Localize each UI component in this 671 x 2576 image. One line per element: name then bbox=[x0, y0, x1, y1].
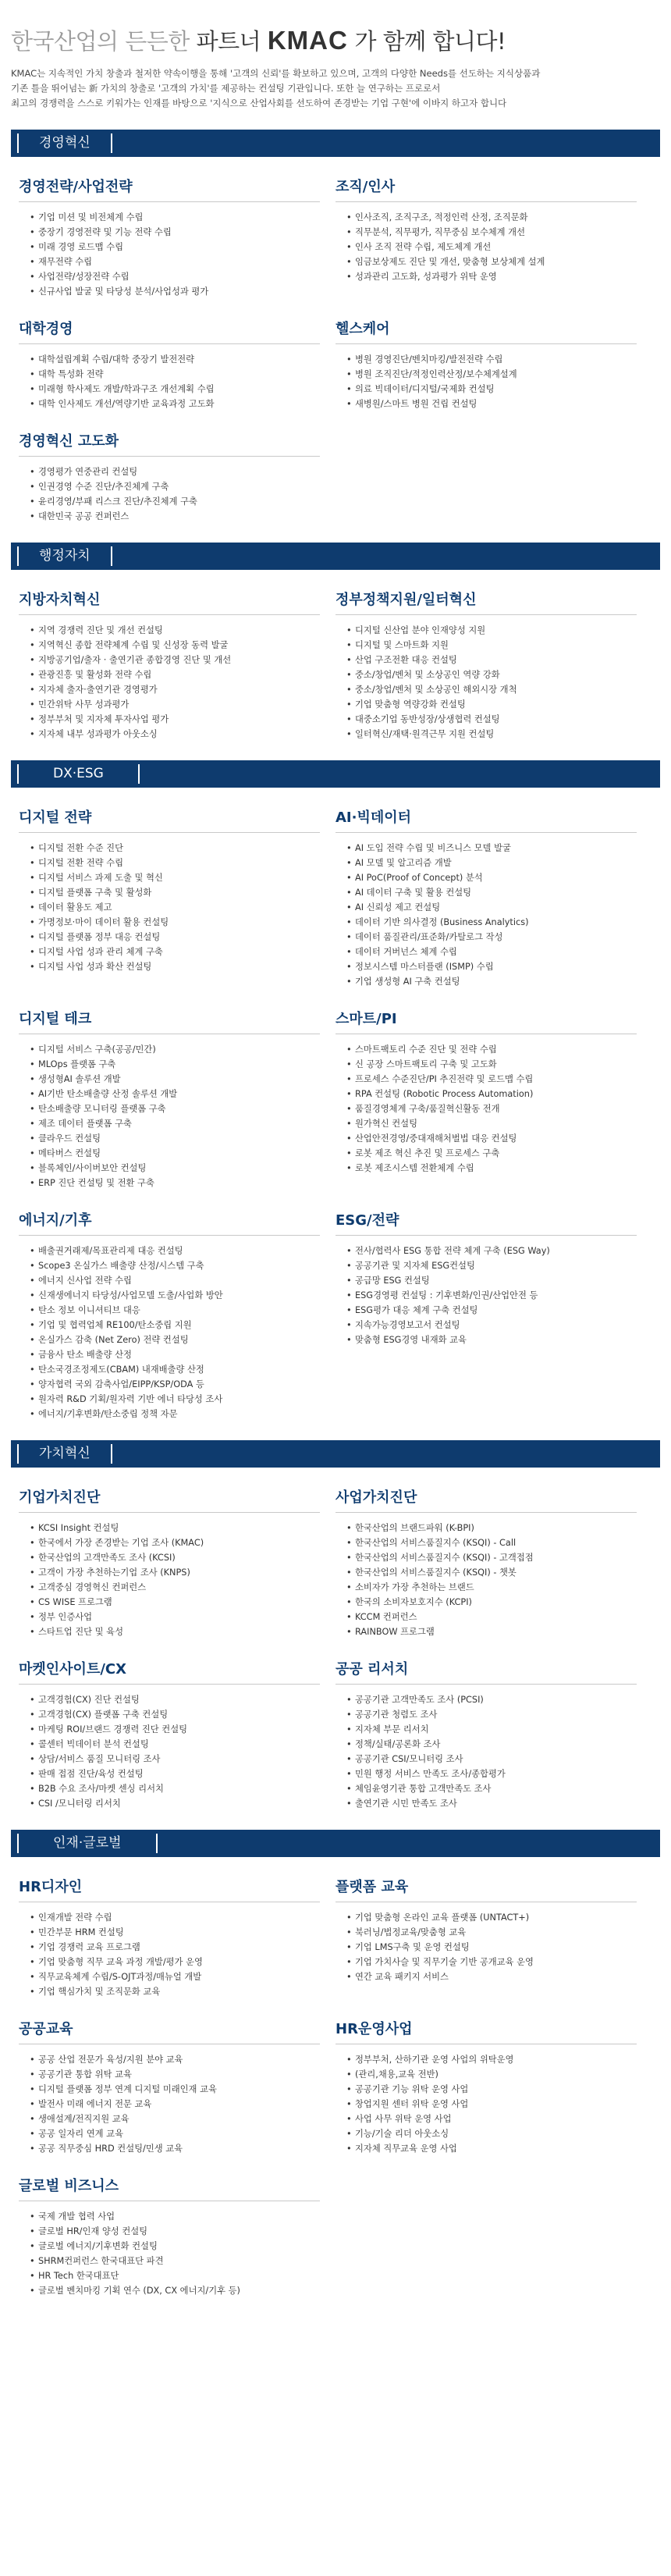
service-list-item: • 에너지 신사업 전략 수립 bbox=[30, 1273, 320, 1288]
service-list-item: • RAINBOW 프로그램 bbox=[346, 1624, 637, 1639]
service-list-item: • 디지털 전환 수준 진단 bbox=[30, 841, 320, 856]
service-list bbox=[19, 1521, 320, 1639]
service-block bbox=[19, 1209, 336, 1421]
service-block bbox=[336, 318, 652, 411]
service-list-item: • 디지털 사업 성과 관리 체계 구축 bbox=[30, 945, 320, 959]
hero-title bbox=[11, 23, 660, 59]
service-list-item: • 고객경험(CX) 진단 컨설팅 bbox=[30, 1692, 320, 1707]
service-list-item: • 데이터 활용도 제고 bbox=[30, 900, 320, 915]
service-list-item: • 디지털 서비스 구축(공공/민간) bbox=[30, 1042, 320, 1057]
service-list-item: • AI PoC(Proof of Concept) 분석 bbox=[346, 870, 637, 885]
service-list-item: • 글로벌 HR/인재 양성 컨설팅 bbox=[30, 2224, 320, 2239]
service-list-item: • 공공 직무중심 HRD 컨설팅/민생 교육 bbox=[30, 2141, 320, 2156]
service-list-item: • 직무교육체계 수립/S-OJT과정/매뉴얼 개발 bbox=[30, 1969, 320, 1984]
section-title: DX·ESG bbox=[17, 764, 140, 784]
service-list-item: • 한국산업의 서비스품질지수 (KSQI) - 고객접점 bbox=[346, 1550, 637, 1565]
service-list-item: • 인사조직, 조직구조, 적정인력 산정, 조직문화 bbox=[346, 210, 637, 225]
service-list-item: • 지자체 출자·출연기관 경영평가 bbox=[30, 682, 320, 697]
service-list-item: • 정부 인증사업 bbox=[30, 1610, 320, 1624]
service-list-item: • 디지털 전환 전략 수립 bbox=[30, 856, 320, 870]
service-block-title: 조직/인사 bbox=[336, 176, 637, 202]
service-list-item: • 데이터 품질관리/표준화/카탈로그 작성 bbox=[346, 930, 637, 945]
service-list-item: • 온실가스 감축 (Net Zero) 전략 컨설팅 bbox=[30, 1332, 320, 1347]
service-list-item: • 한국산업의 서비스품질지수 (KSQI) - 챗봇 bbox=[346, 1565, 637, 1580]
service-block-title: HR운영사업 bbox=[336, 2018, 637, 2044]
service-list-item: • 판매 접점 진단/육성 컨설팅 bbox=[30, 1767, 320, 1781]
service-list bbox=[336, 1244, 637, 1347]
service-list-item: • KCSI Insight 컨설팅 bbox=[30, 1521, 320, 1535]
section-grid bbox=[11, 570, 660, 742]
section-bar bbox=[11, 760, 660, 788]
service-list-item: • 로봇 제조 혁신 추진 및 프로세스 구축 bbox=[346, 1146, 637, 1161]
service-block-title: 마켓인사이트/CX bbox=[19, 1658, 320, 1685]
service-block-title: 정부정책지원/일터혁신 bbox=[336, 589, 637, 615]
service-list bbox=[336, 841, 637, 989]
service-block bbox=[336, 1209, 652, 1421]
service-list bbox=[19, 2209, 320, 2298]
service-list-item: • 고객이 가장 추천하는기업 조사 (KNPS) bbox=[30, 1565, 320, 1580]
service-list-item: • AI 도입 전략 수립 및 비즈니스 모델 발굴 bbox=[346, 841, 637, 856]
service-list-item: • 생성형AI 솔루션 개발 bbox=[30, 1072, 320, 1087]
service-list-item: • KCCM 컨퍼런스 bbox=[346, 1610, 637, 1624]
hero-prefix: 한국산업의 든든한 bbox=[11, 28, 197, 55]
service-list bbox=[19, 841, 320, 974]
service-list-item: • 에너지/기후변화/탄소중립 정책 자문 bbox=[30, 1407, 320, 1421]
section-bar bbox=[11, 130, 660, 157]
service-list-item: • 신규사업 발굴 및 타당성 분석/사업성과 평가 bbox=[30, 284, 320, 299]
service-list-item: • 병원 조직진단/적정인력산정/보수체계설계 bbox=[346, 367, 637, 382]
service-list bbox=[336, 1910, 637, 1984]
service-list-item: • 대학설립계획 수립/대학 중장기 발전전략 bbox=[30, 352, 320, 367]
service-list-item: • 탄소 정보 이니셔티브 대응 bbox=[30, 1303, 320, 1318]
service-list bbox=[19, 210, 320, 299]
service-list-item: • 대학 특성화 전략 bbox=[30, 367, 320, 382]
service-list-item: • 민원 행정 서비스 만족도 조사/종합평가 bbox=[346, 1767, 637, 1781]
service-block-title: 글로벌 비즈니스 bbox=[19, 2175, 320, 2201]
service-list-item: • 제조 데이터 플랫폼 구축 bbox=[30, 1116, 320, 1131]
service-block-title: 헬스케어 bbox=[336, 318, 637, 344]
service-block bbox=[19, 1658, 336, 1811]
service-list-item: • AI 신뢰성 제고 컨설팅 bbox=[346, 900, 637, 915]
service-list-item: • 디지털 사업 성과 확산 컨설팅 bbox=[30, 959, 320, 974]
service-list-item: • MLOps 플랫폼 구축 bbox=[30, 1057, 320, 1072]
section-title: 가치혁신 bbox=[17, 1444, 112, 1464]
service-list-item: • 메타버스 컨설팅 bbox=[30, 1146, 320, 1161]
service-list-item: • 중소/창업/벤처 및 소상공인 역량 강화 bbox=[346, 667, 637, 682]
section-bar bbox=[11, 543, 660, 570]
service-list-item: • 성과관리 고도화, 성과평가 위탁 운영 bbox=[346, 269, 637, 284]
service-list bbox=[19, 1692, 320, 1811]
service-list-item: • 양자협력 국외 감축사업/EIPP/KSP/ODA 등 bbox=[30, 1377, 320, 1392]
service-block-title: 에너지/기후 bbox=[19, 1209, 320, 1236]
service-list-item: • ESG경영평 컨설팅 : 기후변화/인권/산업안전 등 bbox=[346, 1288, 637, 1303]
service-list-item: • ESG평가 대응 체계 구축 컨설팅 bbox=[346, 1303, 637, 1318]
service-list-item: • 품질경영체계 구축/품질혁신활동 전개 bbox=[346, 1101, 637, 1116]
service-block-title: 사업가치진단 bbox=[336, 1486, 637, 1513]
service-list-item: • 글로벌 에너지/기후변화 컨설팅 bbox=[30, 2239, 320, 2254]
service-block bbox=[336, 589, 652, 742]
service-list-item: • 탄소배출량 모니터링 플랫폼 구축 bbox=[30, 1101, 320, 1116]
service-list-item: • 창업지원 센터 위탁 운영 사업 bbox=[346, 2097, 637, 2112]
service-list-item: • 디지털 서비스 과제 도출 및 혁신 bbox=[30, 870, 320, 885]
service-list-item: • 지역혁신 종합 전략체계 수립 및 신성장 동력 발굴 bbox=[30, 638, 320, 653]
service-list-item: • 고객중심 경영혁신 컨퍼런스 bbox=[30, 1580, 320, 1595]
service-list-item: • 정부부처, 산하기관 운영 사업의 위탁운영 bbox=[346, 2052, 637, 2067]
service-list-item: • 탄소국경조정제도(CBAM) 내재배출량 산정 bbox=[30, 1362, 320, 1377]
service-list-item: • 기능/기술 리더 아웃소싱 bbox=[346, 2126, 637, 2141]
service-list-item: • 지자체 직무교육 운영 사업 bbox=[346, 2141, 637, 2156]
section-bar bbox=[11, 1830, 660, 1857]
service-list-item: • 출연기관 시민 만족도 조사 bbox=[346, 1796, 637, 1811]
service-block-title: 경영전략/사업전략 bbox=[19, 176, 320, 202]
service-list-item: • ERP 진단 컨설팅 및 전환 구축 bbox=[30, 1176, 320, 1190]
service-list-item: • 지방공기업/출자 · 출연기관 종합경영 진단 및 개선 bbox=[30, 653, 320, 667]
service-block bbox=[19, 430, 336, 524]
service-block bbox=[19, 1008, 336, 1190]
service-list-item: • 대학 인사제도 개선/역량기반 교육과정 고도화 bbox=[30, 397, 320, 411]
service-list-item: • 한국산업의 서비스품질지수 (KSQI) - Call bbox=[346, 1535, 637, 1550]
service-list-item: • RPA 컨설팅 (Robotic Process Automation) bbox=[346, 1087, 637, 1101]
hero-suffix: 가 함께 합니다! bbox=[347, 28, 506, 55]
service-list-item: • 한국에서 가장 존경받는 기업 조사 (KMAC) bbox=[30, 1535, 320, 1550]
service-list-item: • 연간 교육 패키지 서비스 bbox=[346, 1969, 637, 1984]
service-block-title: AI·빅데이터 bbox=[336, 806, 637, 833]
service-list-item: • 데이터 기반 의사결정 (Business Analytics) bbox=[346, 915, 637, 930]
service-list-item: • 기업 가치사슬 및 직무기술 기반 공개교육 운영 bbox=[346, 1955, 637, 1969]
service-block bbox=[19, 318, 336, 411]
service-list-item: • 공공기관 및 지자체 ESG컨설팅 bbox=[346, 1258, 637, 1273]
service-list-item: • 원가혁신 컨설팅 bbox=[346, 1116, 637, 1131]
service-list-item: • 국제 개발 협력 사업 bbox=[30, 2209, 320, 2224]
service-list-item: • 글로벌 벤치마킹 기획 연수 (DX, CX 에너지/기후 등) bbox=[30, 2283, 320, 2298]
service-list-item: • 스마트팩토리 수준 진단 및 전략 수립 bbox=[346, 1042, 637, 1057]
service-block-title: 대학경영 bbox=[19, 318, 320, 344]
service-block bbox=[19, 176, 336, 299]
service-list bbox=[19, 1042, 320, 1190]
service-list-item: • 신재생에너지 타당성/사업모델 도출/사업화 방안 bbox=[30, 1288, 320, 1303]
service-list-item: • 발전사 미래 에너지 전문 교육 bbox=[30, 2097, 320, 2112]
service-list-item: • 기업 핵심가치 및 조직문화 교육 bbox=[30, 1984, 320, 1999]
service-list-item: • 공공기관 고객만족도 조사 (PCSI) bbox=[346, 1692, 637, 1707]
service-list-item: • 클라우드 컨설팅 bbox=[30, 1131, 320, 1146]
service-list-item: • 지자체 부문 리서치 bbox=[346, 1722, 637, 1737]
service-block bbox=[336, 1658, 652, 1811]
service-list-item: • 공급망 ESG 컨설팅 bbox=[346, 1273, 637, 1288]
service-list-item: • 가명정보·마이 데이터 활용 컨설팅 bbox=[30, 915, 320, 930]
service-list-item: • 지자체 내부 성과평가 아웃소싱 bbox=[30, 727, 320, 742]
service-list-item: • 사업 사무 위탁 운영 사업 bbox=[346, 2112, 637, 2126]
service-list-item: • 인사 조직 전략 수립, 제도체계 개선 bbox=[346, 240, 637, 254]
service-block bbox=[336, 1486, 652, 1639]
service-list-item: • B2B 수요 조사/마켓 센싱 리서치 bbox=[30, 1781, 320, 1796]
service-list-item: • 전사/협력사 ESG 통합 전략 체계 구축 (ESG Way) bbox=[346, 1244, 637, 1258]
service-block bbox=[19, 589, 336, 742]
service-list-item: • 스타트업 진단 및 육성 bbox=[30, 1624, 320, 1639]
section-grid bbox=[11, 1468, 660, 1811]
service-list bbox=[19, 1910, 320, 1999]
service-sections bbox=[11, 130, 660, 2298]
service-block bbox=[336, 176, 652, 299]
service-list-item: • 상담/서비스 품질 모니터링 조사 bbox=[30, 1752, 320, 1767]
service-list-item: • 임금보상제도 진단 및 개선, 맞춤형 보상체계 설계 bbox=[346, 254, 637, 269]
service-list-item: • 정부부처 및 지자체 투자사업 평가 bbox=[30, 712, 320, 727]
service-list-item: • 블록체인/사이버보안 컨설팅 bbox=[30, 1161, 320, 1176]
service-block bbox=[336, 806, 652, 989]
service-block-title: 경영혁신 고도화 bbox=[19, 430, 320, 457]
brand-logo-text: KMAC bbox=[267, 26, 348, 55]
service-list-item: • 직무분석, 직무평가, 직무중심 보수체계 개선 bbox=[346, 225, 637, 240]
section-title: 행정자치 bbox=[17, 546, 112, 566]
service-block-title: 플랫폼 교육 bbox=[336, 1876, 637, 1902]
service-block-title: 디지털 테크 bbox=[19, 1008, 320, 1034]
service-list-item: • 기업 LMS구축 및 운영 컨설팅 bbox=[346, 1940, 637, 1955]
service-list-item: • 병원 경영진단/벤치마킹/발전전략 수립 bbox=[346, 352, 637, 367]
service-block-title: 공공교육 bbox=[19, 2018, 320, 2044]
service-list-item: • 관광진흥 및 활성화 전략 수립 bbox=[30, 667, 320, 682]
service-list-item: • 인권경영 수준 진단/추진체계 구축 bbox=[30, 479, 320, 494]
service-block bbox=[19, 1486, 336, 1639]
service-list-item: • 디지털 플랫폼 정부 연계 디지털 미래인재 교육 bbox=[30, 2082, 320, 2097]
service-list-item: • 기업 맞춤형 온라인 교육 플랫폼 (UNTACT+) bbox=[346, 1910, 637, 1925]
service-list-item: • Scope3 온실가스 배출량 산정/시스템 구축 bbox=[30, 1258, 320, 1273]
service-list bbox=[336, 1521, 637, 1639]
service-list bbox=[336, 352, 637, 411]
service-list-item: • 산업안전경영/중대재해처벌법 대응 컨설팅 bbox=[346, 1131, 637, 1146]
service-list-item: • 기업 맞춤형 역량강화 컨설팅 bbox=[346, 697, 637, 712]
service-block-title: ESG/전략 bbox=[336, 1209, 637, 1236]
service-list-item: • 콜센터 빅데이터 분석 컨설팅 bbox=[30, 1737, 320, 1752]
service-list-item: • 정보시스템 마스터플랜 (ISMP) 수립 bbox=[346, 959, 637, 974]
service-list-item: • 북러닝/법정교육/맞춤형 교육 bbox=[346, 1925, 637, 1940]
service-list-item: • 정책/실태/공론화 조사 bbox=[346, 1737, 637, 1752]
service-list bbox=[19, 464, 320, 524]
service-block bbox=[336, 1008, 652, 1190]
service-list-item: • 기업 생성형 AI 구축 컨설팅 bbox=[346, 974, 637, 989]
service-list-item: • 의료 빅데이터/디지털/국제화 컨설팅 bbox=[346, 382, 637, 397]
service-list-item: • 재무전략 수립 bbox=[30, 254, 320, 269]
section-grid bbox=[11, 1857, 660, 2298]
service-list-item: • 미래형 학사제도 개발/학과구조 개선계획 수립 bbox=[30, 382, 320, 397]
section-bar bbox=[11, 1440, 660, 1468]
service-list-item: • 미래 경영 로드맵 수립 bbox=[30, 240, 320, 254]
service-list-item: • 원자력 R&D 기획/원자력 기반 에너 타당성 조사 bbox=[30, 1392, 320, 1407]
service-list-item: • 기업 맞춤형 직무 교육 과정 개발/평가 운영 bbox=[30, 1955, 320, 1969]
service-list-item: • AI 데이터 구축 및 활용 컨설팅 bbox=[346, 885, 637, 900]
service-list-item: • 대중소기업 동반성장/상생협력 컨설팅 bbox=[346, 712, 637, 727]
section-grid bbox=[11, 788, 660, 1421]
section-grid bbox=[11, 157, 660, 524]
service-list-item: • 중소/창업/벤처 및 소상공인 해외시장 개척 bbox=[346, 682, 637, 697]
service-list-item: • 디지털 신산업 분야 인재양성 지원 bbox=[346, 623, 637, 638]
service-list-item: • 한국산업의 브랜드파워 (K-BPI) bbox=[346, 1521, 637, 1535]
service-list-item: • 체임윤영기관 통합 고객만족도 조사 bbox=[346, 1781, 637, 1796]
service-list-item: • CSI /모니터링 리서치 bbox=[30, 1796, 320, 1811]
service-list-item: • 기업 및 협력업체 RE100/탄소중립 지원 bbox=[30, 1318, 320, 1332]
service-list-item: • 사업전략/성장전략 수립 bbox=[30, 269, 320, 284]
service-list-item: • 소비자가 가장 추천하는 브랜드 bbox=[346, 1580, 637, 1595]
service-list-item: • 공공기관 청렴도 조사 bbox=[346, 1707, 637, 1722]
service-list-item: • 디지털 플랫폼 정부 대응 컨설팅 bbox=[30, 930, 320, 945]
service-list bbox=[19, 2052, 320, 2156]
service-list-item: • 한국산업의 고객만족도 조사 (KCSI) bbox=[30, 1550, 320, 1565]
service-list bbox=[19, 623, 320, 742]
service-list-item: • 한국의 소비자보호지수 (KCPI) bbox=[346, 1595, 637, 1610]
service-list-item: • 중장기 경영전략 및 기능 전략 수립 bbox=[30, 225, 320, 240]
intro-line: KMAC는 지속적인 가치 창출과 철저한 약속이행을 통해 '고객의 신뢰'를 확보하고 있으며, 고객의 다양한 Needs를 선도하는 지식상품과 bbox=[11, 68, 541, 79]
service-list-item: • 기업 경쟁력 교육 프로그램 bbox=[30, 1940, 320, 1955]
service-list bbox=[336, 2052, 637, 2156]
service-list bbox=[19, 1244, 320, 1421]
service-list-item: • (관리,채용,교육 전반) bbox=[346, 2067, 637, 2082]
service-block bbox=[19, 2175, 336, 2298]
service-list-item: • 민간부문 HRM 컨설팅 bbox=[30, 1925, 320, 1940]
service-list-item: • 프로세스 수준진단/PI 추진전략 및 로드맵 수립 bbox=[346, 1072, 637, 1087]
service-list bbox=[19, 352, 320, 411]
service-list-item: • 디지털 및 스마트화 지원 bbox=[346, 638, 637, 653]
service-block-title: 기업가치진단 bbox=[19, 1486, 320, 1513]
service-list-item: • 인재개발 전략 수립 bbox=[30, 1910, 320, 1925]
service-block bbox=[336, 2018, 652, 2156]
intro-paragraph bbox=[11, 66, 660, 111]
service-list-item: • 일터혁신/재택·원격근무 지원 컨설팅 bbox=[346, 727, 637, 742]
service-list bbox=[336, 210, 637, 284]
section-title: 경영혁신 bbox=[17, 133, 112, 153]
service-list-item: • 대한민국 공공 컨퍼런스 bbox=[30, 509, 320, 524]
service-block-title: 스마트/PI bbox=[336, 1008, 637, 1034]
service-list-item: • 공공 산업 전문가 육성/지원 분야 교육 bbox=[30, 2052, 320, 2067]
service-list-item: • 데이터 거버넌스 체계 수립 bbox=[346, 945, 637, 959]
service-list-item: • 금융사 탄소 배출량 산정 bbox=[30, 1347, 320, 1362]
service-list-item: • 고객경험(CX) 플랫폼 구축 컨설팅 bbox=[30, 1707, 320, 1722]
hero-partner: 파트너 bbox=[196, 28, 268, 55]
service-list-item: • 로봇 제조시스템 전환체계 수립 bbox=[346, 1161, 637, 1176]
service-list-item: • SHRM컨퍼런스 한국대표단 파견 bbox=[30, 2254, 320, 2268]
service-list-item: • 경영평가 연중관리 컨설팅 bbox=[30, 464, 320, 479]
service-list-item: • 산업 구조전환 대응 컨설팅 bbox=[346, 653, 637, 667]
service-list-item: • CS WISE 프로그램 bbox=[30, 1595, 320, 1610]
service-block-title: 지방자치혁신 bbox=[19, 589, 320, 615]
service-list-item: • 민간위탁 사무 성과평가 bbox=[30, 697, 320, 712]
service-list-item: • 윤리경영/부패 리스크 진단/추진체계 구축 bbox=[30, 494, 320, 509]
service-list-item: • AI기반 탄소배출량 산정 솔루션 개발 bbox=[30, 1087, 320, 1101]
service-list-item: • 지속가능경영보고서 컨설팅 bbox=[346, 1318, 637, 1332]
service-block bbox=[19, 2018, 336, 2156]
service-list-item: • 공공기관 기능 위탁 운영 사업 bbox=[346, 2082, 637, 2097]
service-block bbox=[336, 1876, 652, 1999]
service-list-item: • 새병원/스마트 병원 건립 컨설팅 bbox=[346, 397, 637, 411]
service-block bbox=[19, 1876, 336, 1999]
service-list bbox=[336, 1042, 637, 1176]
intro-line: 최고의 경쟁력을 스스로 키워가는 인재를 바탕으로 '지식으로 산업사회를 선도하여 존경받는 기업 구현'에 이바지 하고자 합니다 bbox=[11, 98, 507, 109]
service-list-item: • 지역 경쟁력 진단 및 개선 컨설팅 bbox=[30, 623, 320, 638]
service-list-item: • 배출권거래제/목표관리제 대응 컨설팅 bbox=[30, 1244, 320, 1258]
service-list-item: • HR Tech 한국대표단 bbox=[30, 2268, 320, 2283]
service-list-item: • 공공기관 통합 위탁 교육 bbox=[30, 2067, 320, 2082]
service-list-item: • 기업 미션 및 비전체계 수립 bbox=[30, 210, 320, 225]
service-block-title: HR디자인 bbox=[19, 1876, 320, 1902]
service-list-item: • AI 모델 및 알고리즘 개발 bbox=[346, 856, 637, 870]
service-list-item: • 신 공장 스마트팩토리 구축 및 고도화 bbox=[346, 1057, 637, 1072]
service-block bbox=[19, 806, 336, 989]
service-list bbox=[336, 1692, 637, 1811]
service-list-item: • 맞춤형 ESG경영 내재화 교육 bbox=[346, 1332, 637, 1347]
service-list-item: • 생애설계/전직지원 교육 bbox=[30, 2112, 320, 2126]
service-list-item: • 마케팅 ROI/브랜드 경쟁력 진단 컨설팅 bbox=[30, 1722, 320, 1737]
section-title: 인재·글로벌 bbox=[17, 1834, 158, 1853]
service-block-title: 공공 리서치 bbox=[336, 1658, 637, 1685]
service-list bbox=[336, 623, 637, 742]
service-list-item: • 공공 일자리 연계 교육 bbox=[30, 2126, 320, 2141]
service-list-item: • 공공기관 CSI/모니터링 조사 bbox=[346, 1752, 637, 1767]
intro-line: 기존 틀을 뛰어넘는 新 가치의 창출로 '고객의 가치'를 제공하는 컨설팅 기관입니다. 또한 늘 연구하는 프로로서 bbox=[11, 83, 441, 94]
service-list-item: • 디지털 플랫폼 구축 및 활성화 bbox=[30, 885, 320, 900]
service-block-title: 디지털 전략 bbox=[19, 806, 320, 833]
